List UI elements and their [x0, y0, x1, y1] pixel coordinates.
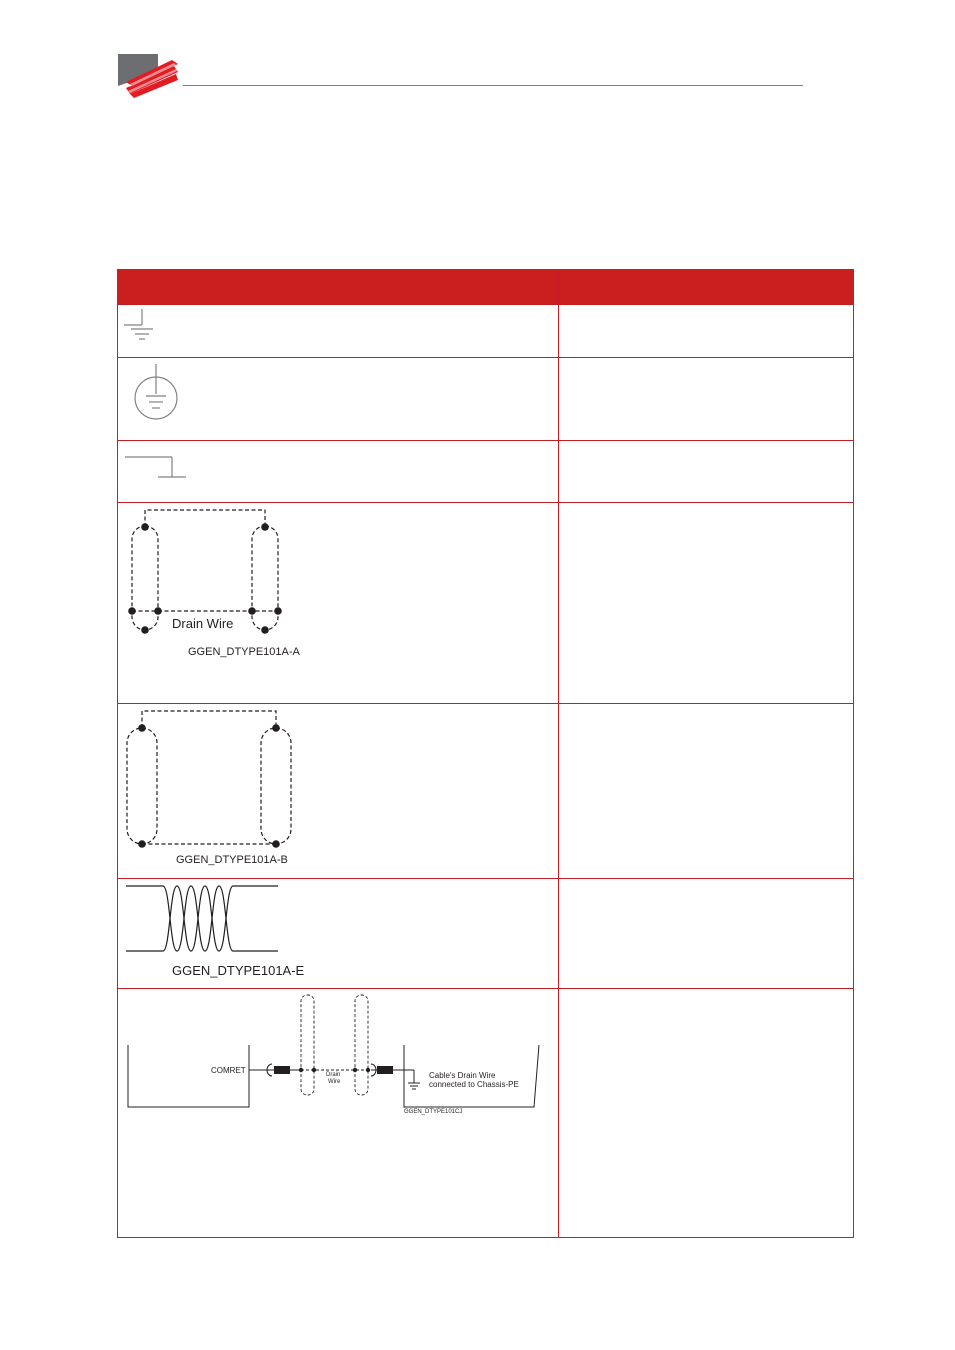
header-description	[559, 270, 854, 305]
symbol-cell	[118, 989, 559, 1238]
figure-id-label: GGEN_DTYPE101A-B	[176, 854, 288, 866]
figure-id-label: GGEN_DTYPE101A-A	[188, 646, 300, 658]
figure-id-label: GGEN_DTYPE101CJ	[404, 1109, 463, 1115]
symbol-cell	[118, 503, 559, 704]
description-cell	[559, 503, 854, 704]
company-logo-icon	[116, 52, 180, 98]
drain-label: Drain	[326, 1072, 341, 1078]
description-cell	[559, 989, 854, 1238]
figure-id-label: GGEN_DTYPE101A-E	[172, 963, 305, 978]
symbol-cell	[118, 704, 559, 879]
table-row	[118, 441, 854, 503]
description-cell	[559, 441, 854, 503]
table-row	[118, 989, 854, 1238]
header-rule	[183, 85, 803, 86]
chassis-ground-icon	[118, 441, 198, 491]
header-symbol	[118, 270, 559, 305]
shielded-cable-drain-wire-icon	[118, 503, 318, 703]
symbol-cell	[118, 305, 559, 358]
table-header-row	[118, 270, 854, 305]
table-row	[118, 704, 854, 879]
drain-to-chassis-diagram	[118, 989, 558, 1129]
symbol-table	[117, 269, 854, 1238]
description-cell	[559, 879, 854, 989]
table-row	[118, 503, 854, 704]
drain-wire-label: Drain Wire	[172, 616, 234, 631]
table-row	[118, 305, 854, 358]
drain-note-line1: Cable's Drain Wire	[429, 1071, 496, 1080]
earth-ground-icon	[118, 305, 178, 355]
drain-note-line2: connected to Chassis-PE	[429, 1080, 519, 1089]
wire-label: Wire	[328, 1079, 341, 1085]
description-cell	[559, 305, 854, 358]
description-cell	[559, 358, 854, 441]
table-row	[118, 358, 854, 441]
symbol-cell	[118, 441, 559, 503]
symbol-cell	[118, 358, 559, 441]
comret-label: COMRET	[211, 1066, 246, 1075]
symbol-cell	[118, 879, 559, 989]
shielded-cable-icon	[118, 704, 318, 879]
table-row	[118, 879, 854, 989]
protective-earth-icon	[118, 358, 188, 438]
description-cell	[559, 704, 854, 879]
